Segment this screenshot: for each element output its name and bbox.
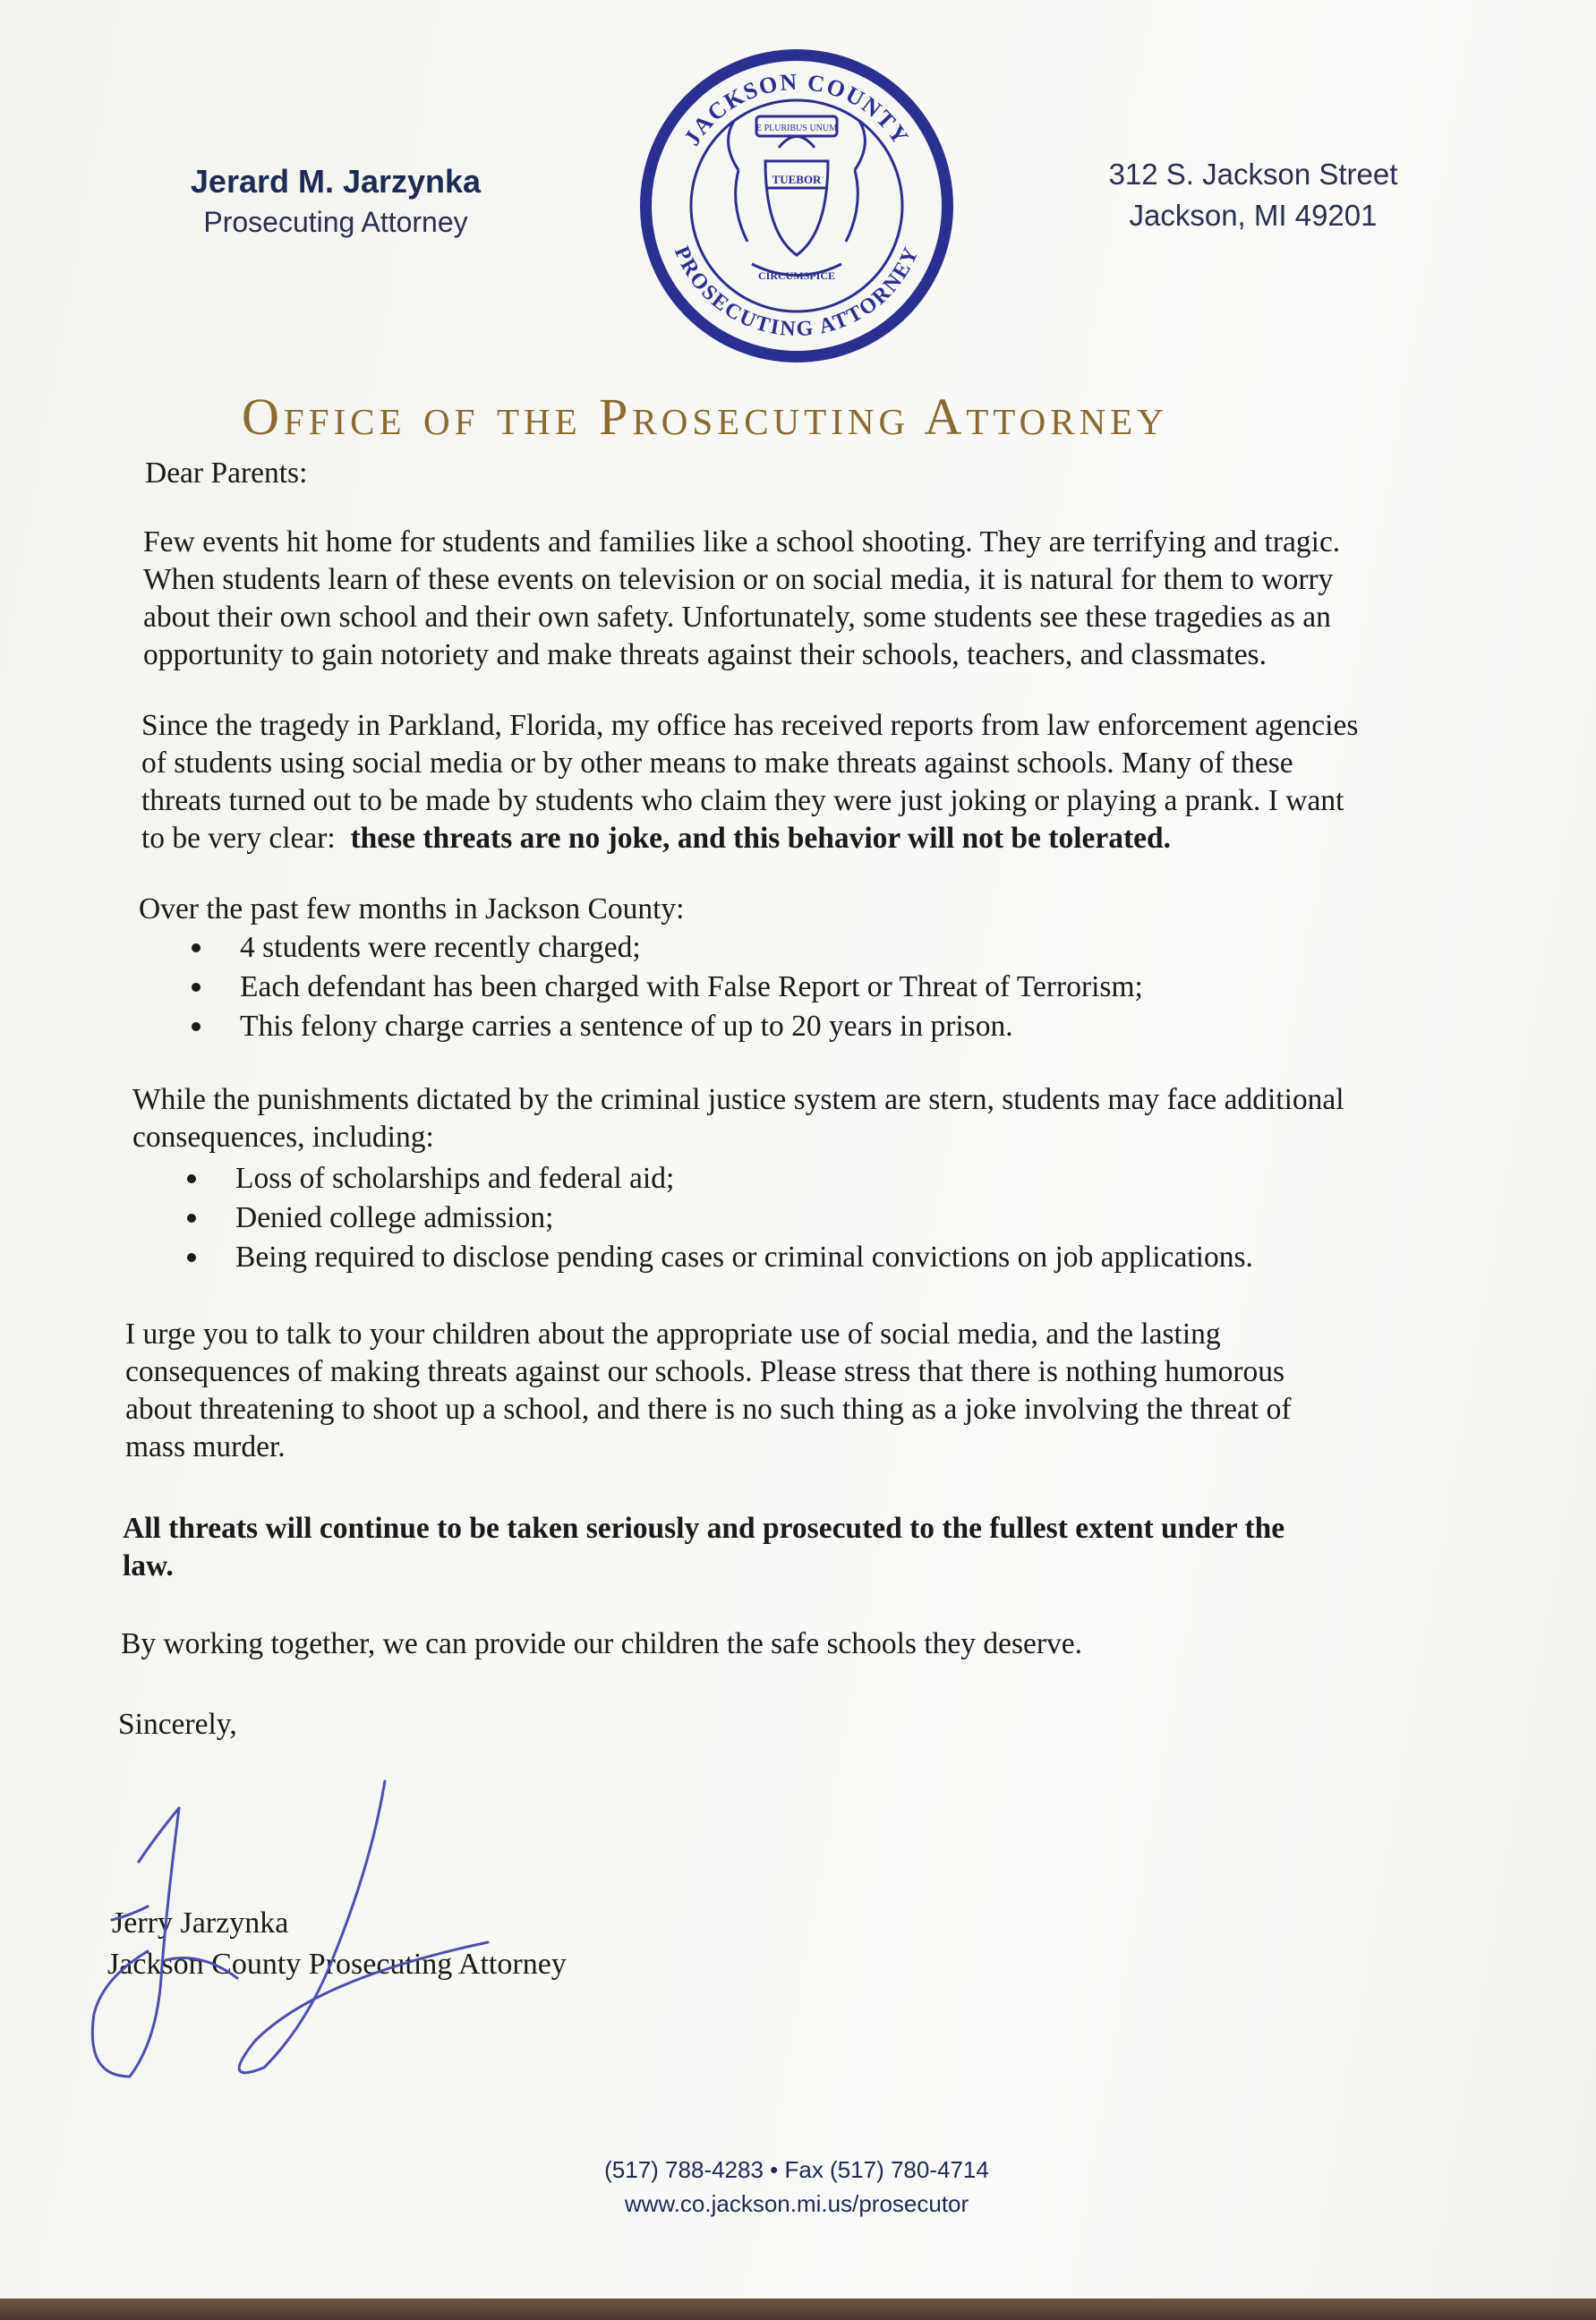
list-item [183,1160,1253,1199]
bullet-icon [187,1174,196,1183]
seal-text-bottom: PROSECUTING ATTORNEY [669,243,925,342]
charges-list [188,929,1143,1047]
list-item [188,929,1143,968]
seal-banner-bottom: CIRCUMSPICE [757,269,836,282]
list-item-text: Each defendant has been charged with False Report or Threat of Terrorism; [240,970,1143,1003]
paragraph-line: While the punishments dictated by the criminal justice system are stern, students may face additional [132,1083,1344,1116]
bullet-icon [192,983,201,992]
address-line-2: Jackson, MI 49201 [1129,199,1378,232]
paragraph-5 [125,1316,1468,1466]
list-item [183,1199,1253,1239]
paragraph-line: I urge you to talk to your children about the appropriate use of social media, and the lasting [125,1318,1221,1351]
list-item-text: Loss of scholarships and federal aid; [235,1162,675,1195]
paragraph-4 [132,1081,1475,1156]
desk-surface [0,2299,1596,2320]
greeting: Dear Parents: [145,456,308,490]
footer-website[interactable]: www.co.jackson.mi.us/prosecutor [624,2190,969,2217]
consequences-list [183,1160,1253,1278]
footer-phone-fax: (517) 788-4283 • Fax (517) 780-4714 [604,2156,989,2183]
list-item [188,968,1143,1008]
paragraph-line: about their own school and their own safety. Unfortunately, some students see these tragedies as an [143,601,1331,634]
signer-name: Jerry Jarzynka [112,1906,289,1940]
sender-title: Prosecuting Attorney [203,206,468,238]
seal-banner-mid: TUEBOR [772,173,822,186]
bullet-icon [192,1022,201,1031]
paragraph-line: Few events hit home for students and families like a school shooting. They are terrifying and tragic. [143,525,1341,559]
seal-banner-top: E PLURIBUS UNUM [755,124,838,133]
paragraph-1 [143,524,1486,674]
closing: Sincerely, [118,1708,237,1741]
paragraph-line: of students using social media or by other means to make threats against schools. Many of these [141,746,1293,780]
paragraph-line: When students learn of these events on television or on social media, it is natural for them to worry [143,563,1334,596]
paragraph-6-bold [123,1510,1465,1585]
sender-name: Jerard M. Jarzynka [190,163,482,200]
list-item-text: This felony charge carries a sentence of up to 20 years in prison. [240,1010,1013,1043]
paragraph-line: All threats will continue to be taken seriously and prosecuted to the fullest extent under the [123,1512,1285,1545]
list-item-text: 4 students were recently charged; [240,931,641,964]
paragraph-line: consequences, including: [132,1121,434,1154]
paragraph-line: law. [123,1549,174,1582]
bullet-icon [192,943,201,952]
bullet-icon [187,1214,196,1223]
office-heading: Office of the Prosecuting Attorney [242,388,1168,446]
address-block [1074,154,1432,236]
paragraph-line: opportunity to gain notoriety and make threats against their schools, teachers, and classmates. [143,638,1267,671]
list-item-text: Being required to disclose pending cases or criminal convictions on job applications. [235,1241,1253,1274]
seal-text-top: JACKSON COUNTY [679,68,915,150]
signer-title: Jackson County Prosecuting Attorney [107,1948,567,1981]
list-item [188,1008,1143,1047]
paragraph-line: Since the tragedy in Parkland, Florida, my office has received reports from law enforcement agencies [141,709,1359,742]
clarity-statement: to be very clear: [141,822,351,855]
county-seal-logo [631,45,962,367]
bold-warning: these threats are no joke, and this behavior will not be tolerated. [350,822,1172,855]
address-line-1: 312 S. Jackson Street [1108,158,1398,191]
paragraph-7: By working together, we can provide our children the safe schools they deserve. [121,1627,1083,1660]
list-item [183,1239,1253,1278]
paragraph-line [141,820,1484,857]
handwritten-signature [76,1772,524,2094]
paragraph-line: mass murder. [125,1430,286,1463]
bullet-icon [187,1253,196,1262]
paragraph-line: about threatening to shoot up a school, and there is no such thing as a joke involving the threat of [125,1393,1292,1426]
paragraph-2 [141,707,1484,857]
paragraph-line: threats turned out to be made by students who claim they were just joking or playing a prank. I want [141,784,1344,817]
list-item-text: Denied college admission; [235,1201,554,1234]
footer [483,2153,1110,2221]
bullets-intro: Over the past few months in Jackson County: [139,892,685,925]
paragraph-line: consequences of making threats against our schools. Please stress that there is nothing humorous [125,1355,1285,1388]
sender-block [183,163,488,239]
